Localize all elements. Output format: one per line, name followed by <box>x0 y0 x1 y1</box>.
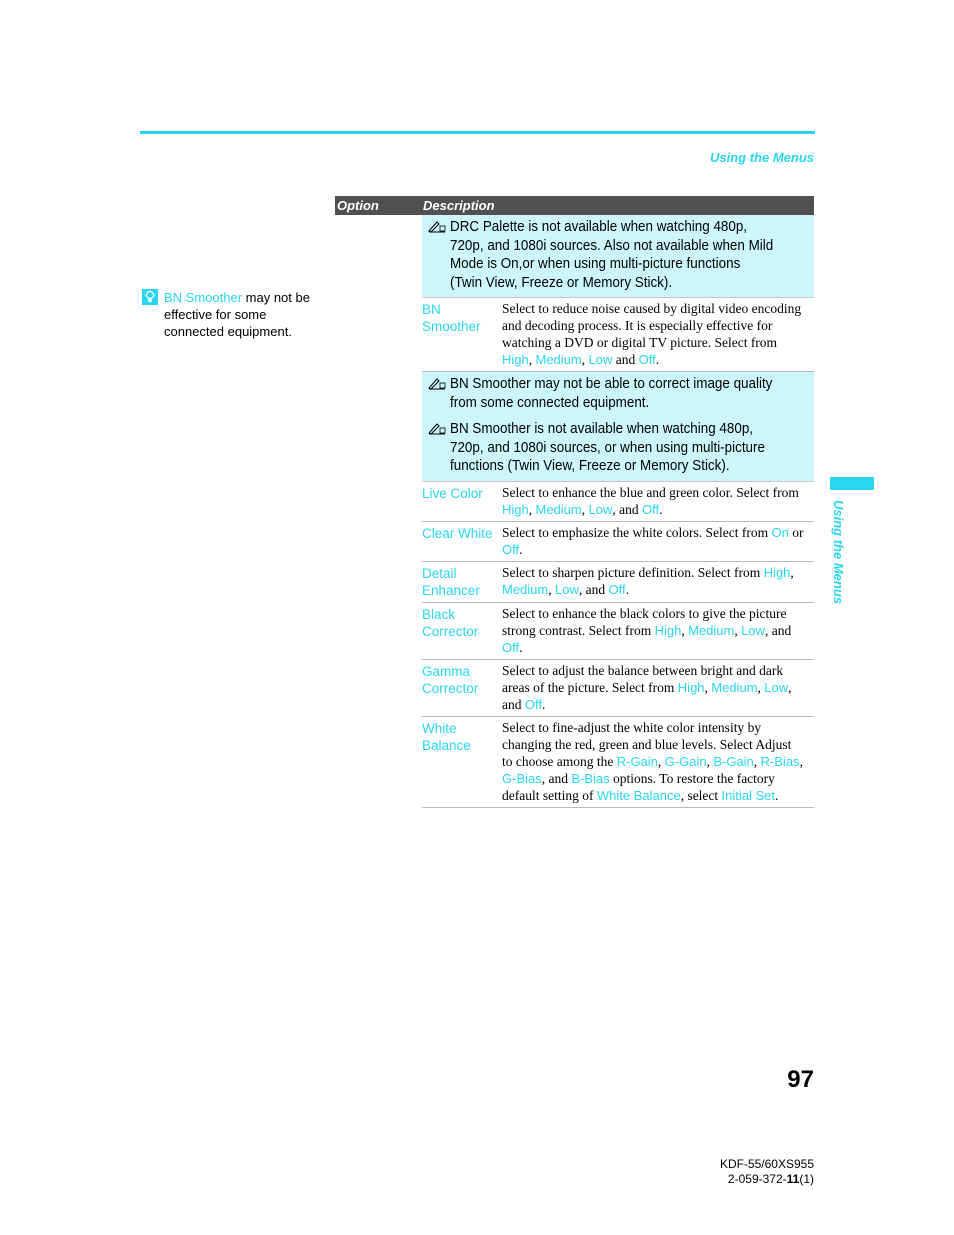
option-white-balance[interactable]: White Balance <box>422 720 471 753</box>
column-header-option: Option <box>337 198 379 213</box>
note-text: BN Smoother is not available when watching 480p, 720p, and 1080i sources, or when using multi-picture functions (Twin View, Freeze or Memory Stick). <box>450 421 765 474</box>
description-text: Select to emphasize the white colors. Select from <box>502 524 772 540</box>
value-link[interactable]: Medium <box>711 679 758 695</box>
value-link[interactable]: Medium <box>535 352 582 367</box>
value-link[interactable]: Off <box>638 352 656 367</box>
side-tab-marker <box>830 477 874 490</box>
option-bn-smoother[interactable]: BN Smoother <box>422 302 481 334</box>
description-text: Select to reduce noise caused by digital video encoding and decoding process. It is especially effective for watching a DVD or digital TV picture. Select from <box>502 301 802 350</box>
note-item <box>428 375 804 412</box>
description: Select to sharpen picture definition. Select from High, Medium, Low, and Off. <box>502 564 794 597</box>
top-rule <box>140 131 815 134</box>
note-text: DRC Palette is not available when watching 480p, 720p, and 1080i sources. Also not available when Mild Mode is On,or when using multi-picture functions (Twin View, Freeze or Memory Stick). <box>450 219 774 291</box>
table-row <box>422 660 814 717</box>
running-header: Using the Menus <box>709 150 814 165</box>
table-row <box>422 482 814 522</box>
description: Select to fine-adjust the white color intensity by changing the red, green and blue levels. Select Adjust to choose among the R-Gain, G-Gain, B-Gain, R-Bias, G-Bias, and B-Bias options. To restore the factory default setting of White Balance, select Initial Set. <box>502 719 803 803</box>
doc-code-part: (1) <box>799 1172 814 1186</box>
options-table <box>422 215 814 808</box>
note-text: BN Smoother may not be able to correct image quality from some connected equipment. <box>450 376 773 411</box>
note-box <box>422 372 814 482</box>
value-link[interactable]: G-Gain <box>664 753 707 769</box>
value-link[interactable]: High <box>502 501 529 517</box>
value-link[interactable]: Low <box>555 581 579 597</box>
tip-sidebar <box>142 289 312 340</box>
table-row <box>422 562 814 603</box>
value-link[interactable]: G-Bias <box>502 770 542 786</box>
option-gamma-corrector[interactable]: Gamma Corrector <box>422 663 479 696</box>
table-row <box>422 298 814 372</box>
table-row <box>422 717 814 808</box>
option-live-color[interactable]: Live Color <box>422 485 483 501</box>
table-header <box>335 196 814 215</box>
value-link[interactable]: Off <box>524 696 542 712</box>
description-text: Select to adjust the balance between bright and dark areas of the picture. Select from <box>502 662 784 695</box>
tip-body: may not be effective for some connected equipment. <box>164 290 310 339</box>
side-tab-label: Using the Menus <box>831 500 846 605</box>
value-link[interactable]: Low <box>588 501 613 517</box>
footer <box>720 1157 814 1187</box>
option-clear-white[interactable]: Clear White <box>422 525 493 541</box>
value-link[interactable]: Medium <box>535 501 582 517</box>
description: Select to reduce noise caused by digital video encoding and decoding process. It is especially effective for watching a DVD or digital TV picture. Select from High, Medium, Low and Off. <box>502 301 802 367</box>
note-item <box>428 218 804 292</box>
value-link[interactable]: High <box>654 622 682 638</box>
note-box <box>422 215 814 298</box>
value-link[interactable]: High <box>502 352 529 367</box>
model-number: KDF-55/60XS955 <box>719 1157 814 1171</box>
note-item <box>428 420 804 476</box>
doc-code <box>720 1172 814 1187</box>
description: Select to emphasize the white colors. Select from On or Off. <box>502 524 804 557</box>
pencil-note-icon <box>428 218 450 292</box>
value-link[interactable]: Low <box>741 622 765 638</box>
description-text: options. To restore the factory default setting of <box>502 770 775 803</box>
description-text: , select <box>680 787 722 803</box>
pencil-note-icon <box>428 420 450 476</box>
value-link[interactable]: Low <box>764 679 789 695</box>
lightbulb-icon <box>142 289 158 305</box>
description-text: Select to enhance the black colors to give the picture strong contrast. Select from <box>502 605 787 638</box>
value-link[interactable]: B-Gain <box>713 753 754 769</box>
value-link[interactable]: Off <box>608 581 626 597</box>
description-text: Select to enhance the blue and green color. Select from <box>502 484 799 500</box>
value-link[interactable]: R-Gain <box>616 753 658 769</box>
table-row <box>422 522 814 562</box>
description-text: Select to fine-adjust the white color intensity by changing the red, green and blue levels. Select Adjust to choose among the <box>502 719 792 769</box>
option-black-corrector[interactable]: Black Corrector <box>422 606 479 639</box>
description-text: Select to sharpen picture definition. Select from <box>502 564 764 580</box>
value-link[interactable]: Off <box>641 501 660 517</box>
value-link[interactable]: Off <box>502 541 520 557</box>
table-row <box>422 603 814 660</box>
page-number: 97 <box>787 1066 814 1093</box>
value-link[interactable]: Medium <box>502 581 549 597</box>
value-link[interactable]: Medium <box>688 622 735 638</box>
value-link[interactable]: B-Bias <box>571 770 610 786</box>
description: Select to enhance the blue and green color. Select from High, Medium, Low, and Off. <box>502 484 799 517</box>
value-link[interactable]: On <box>771 524 789 540</box>
pencil-note-icon <box>428 375 450 412</box>
value-link[interactable]: Off <box>502 639 520 655</box>
value-link[interactable]: High <box>677 679 705 695</box>
value-link[interactable]: Initial Set <box>721 787 776 803</box>
description: Select to adjust the balance between bright and dark areas of the picture. Select from High, Medium, Low, and Off. <box>502 662 792 712</box>
tip-term: BN Smoother <box>164 290 243 305</box>
value-link[interactable]: Low <box>588 352 613 367</box>
value-link[interactable]: White Balance <box>596 787 681 803</box>
doc-code-part: 11 <box>786 1172 800 1186</box>
tip-text <box>164 289 312 340</box>
value-link[interactable]: R-Bias <box>760 753 800 769</box>
column-header-description: Description <box>423 198 495 213</box>
option-detail-enhancer[interactable]: Detail Enhancer <box>422 565 480 598</box>
value-link[interactable]: High <box>763 564 791 580</box>
doc-code-part: 2-059-372- <box>727 1172 787 1186</box>
description: Select to enhance the black colors to give the picture strong contrast. Select from High, Medium, Low, and Off. <box>502 605 792 655</box>
